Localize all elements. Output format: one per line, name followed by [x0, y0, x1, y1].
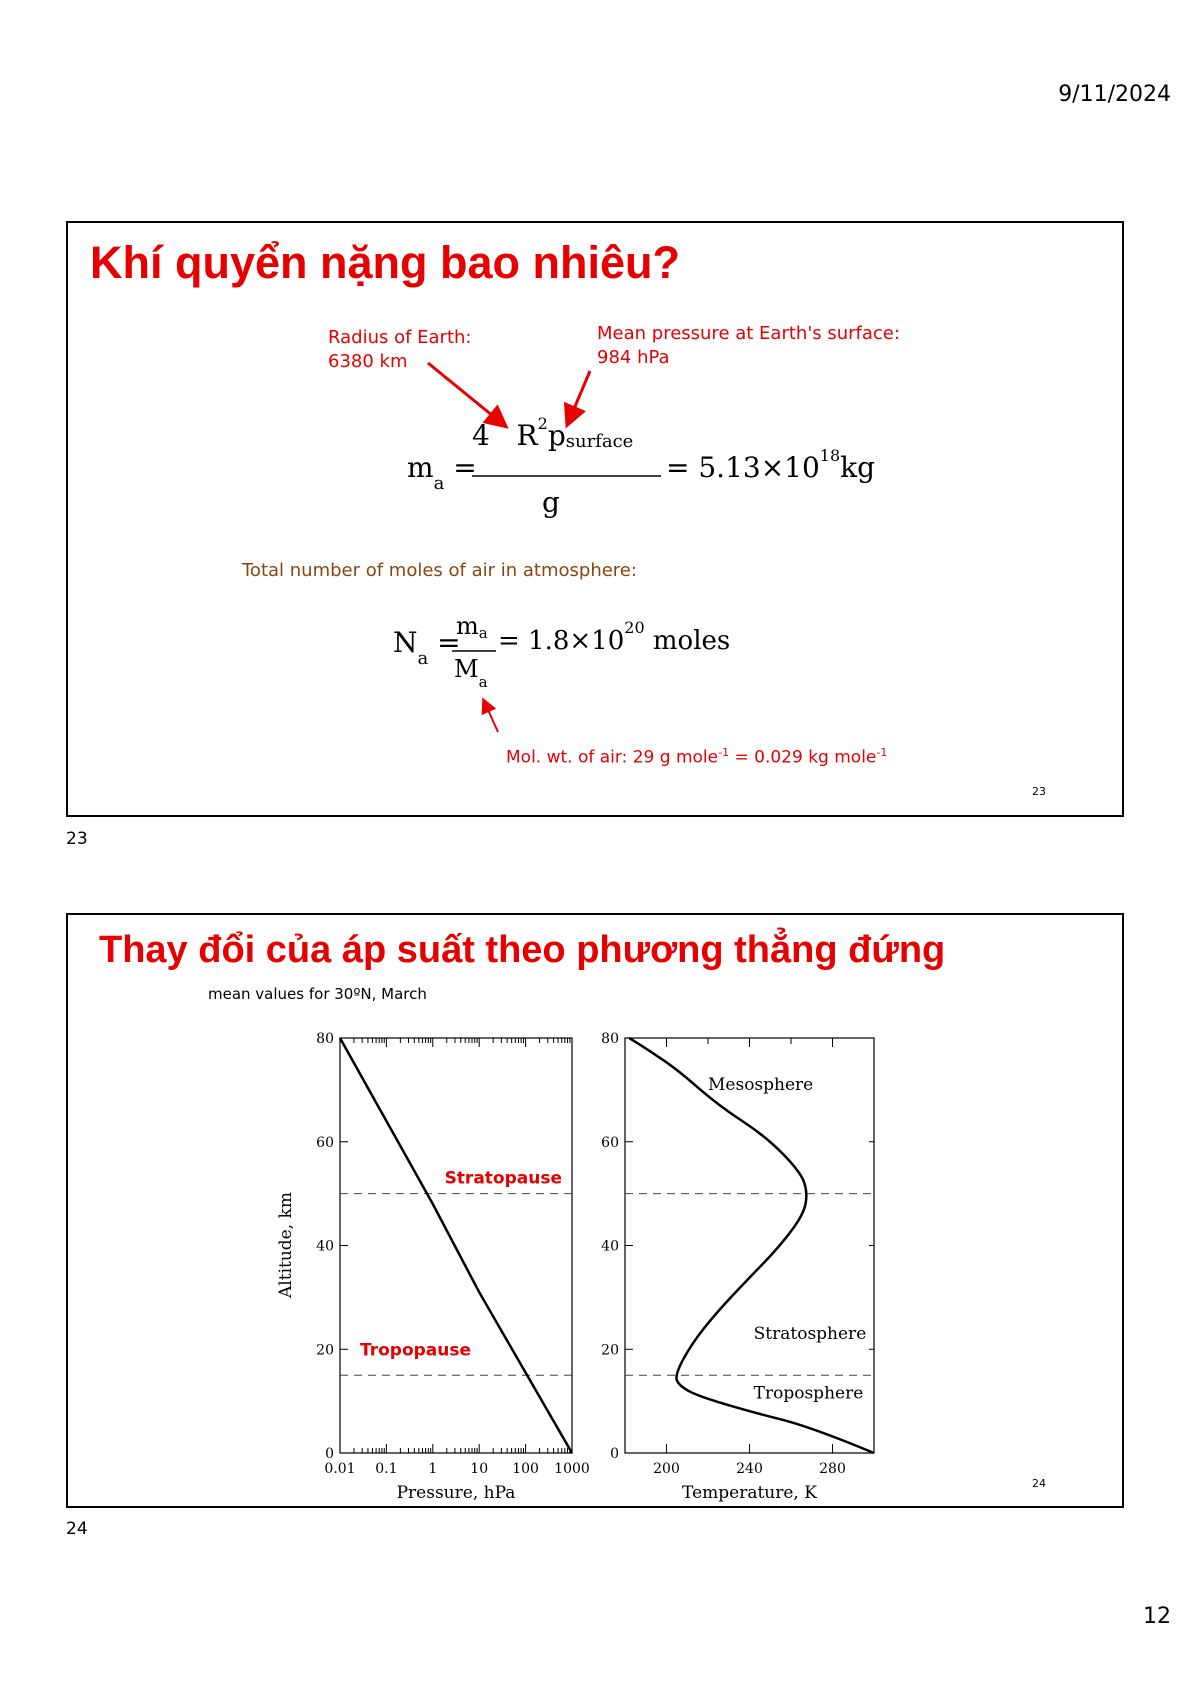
x-tick-label: 10: [470, 1461, 489, 1477]
eq2-lhs: $N_a$ =: [393, 626, 461, 669]
y-tick-label: 20: [601, 1342, 619, 1359]
y-axis-label: Altitude, km: [276, 1192, 296, 1298]
page-number: 12: [1143, 1604, 1171, 1629]
molwt-arrow: [484, 701, 498, 732]
eq2-numerator: ma: [456, 612, 488, 642]
pressure-curve: [340, 1038, 572, 1453]
x-tick-label: 280: [819, 1461, 846, 1477]
molwt-label: Mol. wt. of air: 29 g mole$^{-1}$ = 0.029 kg mole$^{-1}$: [506, 746, 888, 768]
eq2-denominator: $M_a$: [454, 655, 488, 691]
layer-label: Stratosphere: [753, 1323, 867, 1344]
outer-slide-number-23: 23: [66, 829, 88, 849]
x-tick-label: 240: [736, 1461, 763, 1477]
x-tick-label: 0.01: [324, 1461, 356, 1477]
atmosphere-profile-charts: [68, 915, 1121, 1505]
eq1-result: = $5.13\times 10^{18}kg$: [666, 446, 876, 484]
eq2-result: = $1.8\times 10^{20}$ moles: [498, 618, 731, 656]
slide-number: 24: [1032, 1477, 1046, 1490]
x-tick-label: 200: [653, 1461, 680, 1477]
moles-label: Total number of moles of air in atmosphere:: [242, 560, 637, 581]
slide-number: 23: [1032, 785, 1046, 798]
y-tick-label: 40: [601, 1238, 619, 1255]
pressure-label-line1: Mean pressure at Earth's surface:: [597, 323, 900, 344]
eq1-denominator: g: [542, 486, 560, 519]
layer-label: Mesosphere: [708, 1074, 814, 1095]
slide-24: [66, 913, 1124, 1508]
stratopause-label: Stratopause: [444, 1168, 562, 1189]
x-tick-label: 1: [428, 1461, 438, 1477]
x-tick-label: 100: [512, 1461, 539, 1477]
radius-label-line2: 6380 km: [328, 351, 408, 372]
y-tick-label: 40: [316, 1238, 334, 1255]
y-tick-label: 80: [316, 1031, 334, 1047]
y-tick-label: 0: [610, 1446, 619, 1462]
layer-label: Troposphere: [753, 1383, 864, 1404]
outer-slide-number-24: 24: [66, 1519, 88, 1539]
x-axis-label: Temperature, K: [682, 1483, 817, 1503]
slide-title: Khí quyển nặng bao nhiêu?: [90, 237, 680, 288]
document-date: 9/11/2024: [1058, 82, 1171, 107]
radius-arrow: [428, 363, 504, 425]
radius-label-line1: Radius of Earth:: [328, 327, 472, 348]
chart-subtitle: mean values for 30ºN, March: [208, 985, 427, 1003]
slide-23: [66, 221, 1124, 817]
y-tick-label: 60: [316, 1134, 334, 1151]
pressure-label-line2: 984 hPa: [597, 347, 670, 368]
annotation-arrows: [68, 223, 1121, 814]
x-axis-label: Pressure, hPa: [396, 1483, 516, 1503]
x-tick-label: 0.1: [375, 1461, 398, 1477]
slide-title: Thay đổi của áp suất theo phương thẳng đứng: [99, 929, 946, 971]
y-tick-label: 20: [316, 1342, 334, 1359]
y-tick-label: 80: [601, 1031, 619, 1047]
tropopause-label: Tropopause: [360, 1340, 472, 1361]
eq1-lhs: $m_a$ =: [407, 451, 477, 494]
pressure-arrow: [568, 371, 590, 423]
y-tick-label: 60: [601, 1134, 619, 1151]
eq1-numerator: 4 $R^2psurface$: [472, 414, 634, 452]
x-tick-label: 1000: [554, 1461, 590, 1477]
y-tick-label: 0: [325, 1446, 334, 1462]
